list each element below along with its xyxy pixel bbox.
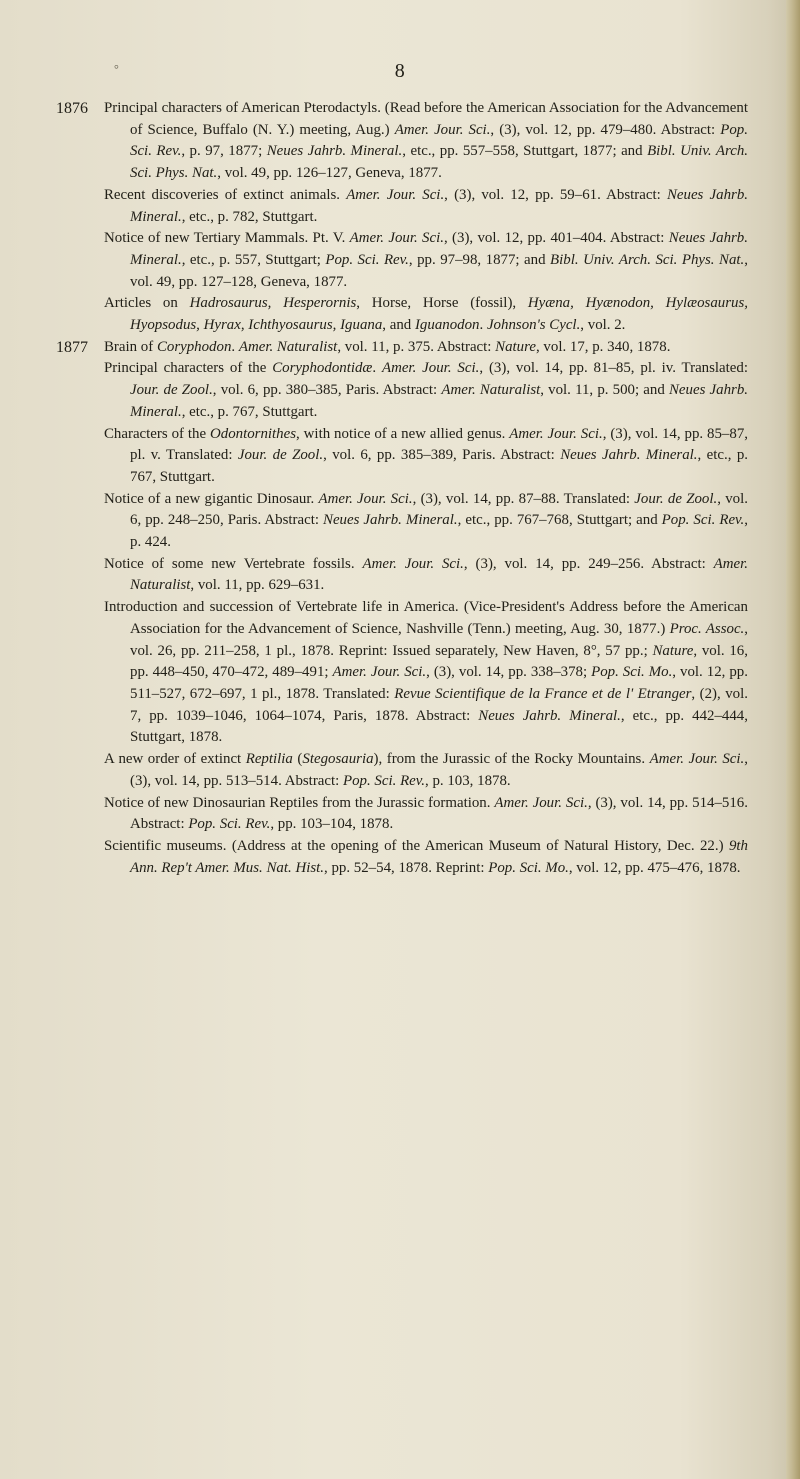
bibliography [58, 98, 748, 879]
entry-text: Notice of new Tertiary Mammals. Pt. V. [104, 230, 350, 247]
entry-text: Notice of some new Vertebrate fossils. [104, 555, 363, 572]
entry-text: , vol. 6, pp. 248–250, Paris. Abstract: [130, 490, 748, 529]
entry-text: , (2), vol. 7, pp. 1039–1046, 1064–1074, Paris, 1878. Abstract: [130, 685, 748, 724]
entry-text: , p. 97, 1877; [181, 143, 267, 160]
entry-text: , (3), vol. 14, pp. 514–516. Abstract: [130, 794, 748, 833]
citation-italic-text: Jour. de Zool. [237, 447, 324, 464]
entries-1876 [58, 98, 748, 337]
citation-italic-text: Neues Jahrb. Mineral. [323, 512, 458, 529]
entry-text: , with notice of a new allied genus. [296, 425, 510, 442]
entry-text: , (3), vol. 14, pp. 513–514. Abstract: [130, 751, 749, 789]
citation-italic-text: Neues Jahrb. Mineral. [478, 707, 621, 724]
entry-text: , vol. 6, pp. 385–389, Paris. Abstract: [323, 447, 561, 464]
entry-text: Principal characters of American Pterodactyls. (Read before the American Association for the Advancement of Science, Buffalo (N. Y.) meeting, Aug.) [104, 100, 748, 138]
citation-italic-text: Amer. Jour. Sci. [509, 425, 603, 442]
entry-text: , (3), vol. 12, pp. 401–404. Abstract: [443, 230, 669, 247]
entry-text: , (3), vol. 14, pp. 338–378; [426, 664, 592, 681]
entry-text: Notice of new Dinosaurian Reptiles from the Jurassic formation. [104, 794, 495, 811]
citation-italic-text: Pop. Sci. Rev. [343, 772, 425, 789]
bibliography-entry [104, 337, 748, 359]
entry-text: , vol. 49, pp. 126–127, Geneva, 1877. [217, 165, 442, 182]
citation-italic-text: Neues Jahrb. Mineral. [130, 186, 748, 225]
entry-text: , vol. 11, p. 375. Abstract: [337, 338, 496, 355]
entry-text: , vol. 6, pp. 380–385, Paris. Abstract: [212, 382, 442, 399]
entry-text: , and [382, 317, 415, 334]
citation-italic-text: Amer. Jour. Sci. [649, 751, 745, 768]
citation-italic-text: Amer. Jour. Sci. [332, 664, 427, 681]
citation-italic-text: 9th Ann. Rep't Amer. Mus. Nat. Hist. [130, 837, 748, 876]
citation-italic-text: Amer. Jour. Sci. [381, 360, 480, 377]
entry-text: Scientific museums. (Address at the opening of the American Museum of Natural History, Dec. 22.) [104, 837, 729, 854]
citation-italic-text: Amer. Jour. Sci. [362, 555, 464, 572]
citation-italic-text: Neues Jahrb. Mineral. [560, 447, 698, 464]
bibliography-entry [104, 554, 748, 597]
entry-text: , vol. 17, p. 340, 1878. [535, 338, 671, 355]
bibliography-entry [104, 597, 748, 749]
entries-1877 [58, 337, 748, 880]
entry-text: , etc., pp. 442–444, Stuttgart, 1878. [130, 707, 748, 746]
citation-italic-text: Bibl. Univ. Arch. Sci. Phys. Nat. [130, 143, 748, 182]
citation-italic-text: Nature [495, 338, 536, 355]
entry-text: , (3), vol. 14, pp. 85–87, pl. v. Translated: [130, 425, 748, 464]
citation-italic-text: Johnson's Cycl. [486, 317, 581, 334]
entry-text: , pp. 52–54, 1878. Reprint: [324, 859, 489, 876]
entry-text: , (3), vol. 14, pp. 249–256. Abstract: [463, 555, 714, 572]
entry-text: , vol. 49, pp. 127–128, Geneva, 1877. [130, 251, 748, 290]
citation-italic-text: Amer. Jour. Sci. [346, 186, 445, 203]
page-number: 8 [394, 60, 406, 82]
citation-italic-text: Jour. de Zool. [130, 382, 213, 399]
entry-text: , p. 424. [130, 512, 749, 551]
bibliography-entry [104, 836, 748, 879]
citation-italic-text: Coryphodon [156, 338, 232, 355]
entry-text: , (3), vol. 12, pp. 59–61. Abstract: [444, 186, 667, 203]
entry-text: . [479, 317, 487, 334]
citation-italic-text: Amer. Jour. Sci. [349, 230, 444, 247]
entry-text: . [231, 338, 239, 355]
citation-italic-text: Bibl. Univ. Arch. Sci. Phys. Nat. [550, 251, 745, 268]
entry-text: . [372, 360, 382, 377]
entry-text: Recent discoveries of extinct animals. [104, 186, 347, 203]
entry-text: Introduction and succession of Vertebrate life in America. (Vice-President's Address before the American Association for the Advancement of Science, Nashville (Tenn.) meeting, Aug. 30, 1877.) [104, 599, 748, 637]
year-label: 1877 [56, 338, 88, 356]
citation-italic-text: Neues Jahrb. Mineral. [130, 382, 748, 420]
entry-text: ( [292, 751, 303, 768]
citation-italic-text: Amer. Naturalist [130, 555, 748, 594]
citation-italic-text: Amer. Jour. Sci. [394, 121, 491, 138]
citation-italic-text: Pop. Sci. Mo. [488, 859, 569, 876]
bibliography-entry [104, 489, 748, 554]
citation-italic-text: Pop. Sci. Rev. [661, 512, 745, 529]
entry-text: ), from the Jurassic of the Rocky Mountains. [373, 751, 650, 768]
citation-italic-text: Reptilia [245, 751, 293, 768]
citation-italic-text: Amer. Naturalist [441, 382, 541, 399]
citation-italic-text: Odontornithes [210, 425, 297, 442]
entry-text: , etc., pp. 767–768, Stuttgart; and [457, 512, 662, 529]
citation-italic-text: Amer. Jour. Sci. [318, 490, 413, 507]
citation-italic-text: Neues Jahrb. Mineral. [266, 143, 403, 160]
entry-text: , vol. 12, pp. 511–527, 672–697, 1 pl., 1878. Translated: [130, 664, 748, 702]
entry-text: , etc., pp. 557–558, Stuttgart, 1877; and [402, 143, 648, 160]
year-label: 1876 [56, 100, 88, 117]
entry-text: Characters of the [104, 425, 210, 442]
entry-text: , p. 103, 1878. [425, 772, 511, 789]
year-block-1877 [58, 337, 748, 880]
year-block-1876 [58, 98, 748, 337]
entry-text: A new order of extinct [104, 751, 246, 768]
bibliography-entry [104, 749, 748, 792]
citation-italic-text: Neues Jahrb. Mineral. [130, 230, 748, 268]
page-edge-shadow [786, 0, 800, 1479]
stray-mark: ° [114, 62, 119, 76]
entry-text: Brain of [104, 338, 157, 355]
bibliography-entry [104, 358, 748, 423]
entry-text: , Horse, Horse (fossil), [356, 295, 528, 312]
entry-text: , (3), vol. 14, pp. 87–88. Translated: [412, 490, 635, 507]
citation-italic-text: Amer. Jour. Sci. [494, 794, 588, 811]
entry-text: , vol. 12, pp. 475–476, 1878. [568, 859, 741, 876]
entry-text: , pp. 103–104, 1878. [270, 816, 394, 833]
entry-text: Notice of a new gigantic Dinosaur. [104, 490, 319, 507]
entry-text: , (3), vol. 14, pp. 81–85, pl. iv. Translated: [479, 360, 748, 377]
entry-text: Articles on [104, 295, 190, 312]
entry-text: , vol. 11, p. 500; and [540, 382, 669, 399]
entry-text: , vol. 16, pp. 448–450, 470–472, 489–491; [130, 642, 748, 681]
entry-text: , etc., p. 782, Stuttgart. [181, 208, 318, 225]
citation-italic-text: Hyæna, Hyænodon, Hylæosaurus, Hyopsodus, Hyrax, Ichthyosaurus, Iguana [130, 295, 748, 334]
citation-italic-text: Pop. Sci. Rev. [130, 121, 748, 160]
citation-italic-text: Stegosauria [302, 751, 374, 768]
entry-text: , etc., p. 767, Stuttgart. [130, 447, 749, 485]
citation-italic-text: Pop. Sci. Rev. [325, 251, 409, 268]
entry-text: , vol. 11, pp. 629–631. [190, 577, 325, 594]
citation-italic-text: Jour. de Zool. [634, 490, 718, 507]
bibliography-entry [104, 228, 748, 293]
bibliography-entry [104, 185, 748, 228]
citation-italic-text: Pop. Sci. Rev. [188, 816, 271, 833]
bibliography-entry [104, 98, 748, 185]
entry-text: Principal characters of the [104, 360, 273, 377]
citation-italic-text: Hadrosaurus, Hesperornis [189, 295, 357, 312]
citation-italic-text: Pop. Sci. Mo. [591, 664, 673, 681]
citation-italic-text: Proc. Assoc. [669, 620, 745, 637]
entry-text: , etc., p. 557, Stuttgart; [181, 251, 326, 268]
citation-italic-text: Nature [652, 642, 694, 659]
entry-text: , vol. 26, pp. 211–258, 1 pl., 1878. Reprint: Issued separately, New Haven, 8°, 57 pp.; [130, 620, 749, 659]
entry-text: , etc., p. 767, Stuttgart. [181, 403, 318, 420]
bibliography-entry [104, 424, 748, 489]
entry-text: , vol. 2. [580, 317, 626, 334]
entry-text: , pp. 97–98, 1877; and [408, 251, 551, 268]
citation-italic-text: Coryphodontidæ [272, 360, 373, 377]
bibliography-entry [104, 293, 748, 336]
citation-italic-text: Iguanodon [414, 317, 480, 334]
bibliography-entry [104, 793, 748, 836]
citation-italic-text: Amer. Naturalist [238, 338, 338, 355]
entry-text: , (3), vol. 12, pp. 479–480. Abstract: [490, 121, 721, 138]
citation-italic-text: Revue Scientifique de la France et de l' Etranger [394, 685, 692, 702]
